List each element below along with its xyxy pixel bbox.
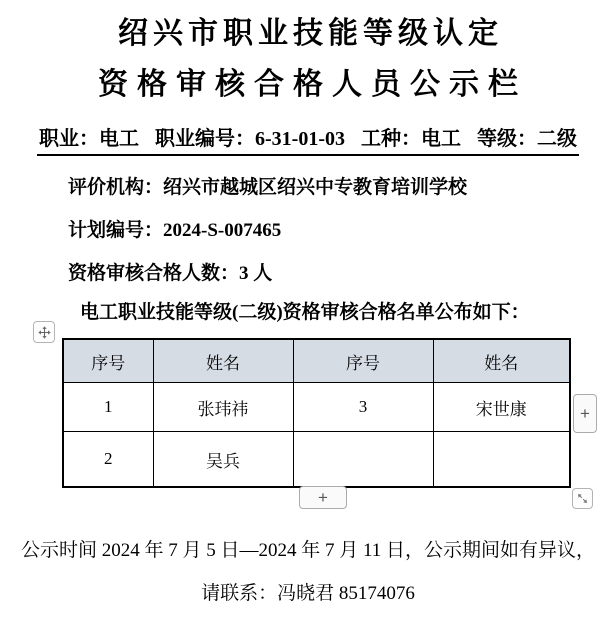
publicity-period-line: 公示时间 2024 年 7 月 5 日—2024 年 7 月 11 日，公示期间如有异议， bbox=[20, 540, 596, 561]
cell-name[interactable]: 宋世康 bbox=[433, 383, 570, 432]
cell-seq[interactable]: 3 bbox=[293, 383, 433, 432]
add-column-button[interactable]: + bbox=[573, 394, 597, 433]
level-value: 二级 bbox=[536, 128, 577, 150]
header-cell-seq-2[interactable]: 序号 bbox=[293, 339, 433, 383]
pass-count-line bbox=[68, 258, 272, 285]
occupation-value: 电工 bbox=[99, 128, 140, 150]
evaluator-label: 评价机构： bbox=[68, 177, 164, 198]
cell-name[interactable]: 吴兵 bbox=[153, 432, 293, 488]
level-label: 等级： bbox=[476, 128, 537, 150]
cell-seq-empty[interactable] bbox=[293, 432, 433, 488]
table-row bbox=[63, 432, 570, 488]
four-way-move-icon bbox=[38, 326, 51, 339]
table-header-row bbox=[63, 339, 570, 383]
table-move-handle[interactable] bbox=[33, 321, 55, 343]
header-cell-name-1[interactable]: 姓名 bbox=[153, 339, 293, 383]
page-title-line2: 资格审核合格人员公示栏 bbox=[98, 68, 527, 101]
diagonal-resize-icon bbox=[576, 492, 589, 505]
plan-code-line bbox=[68, 215, 281, 242]
add-row-button[interactable]: + bbox=[299, 486, 347, 509]
evaluator-value: 绍兴市越城区绍兴中专教育培训学校 bbox=[163, 177, 468, 198]
pass-count-label: 资格审核合格人数： bbox=[68, 263, 240, 284]
qualification-summary-line bbox=[37, 122, 579, 156]
header-cell-seq-1[interactable]: 序号 bbox=[63, 339, 153, 383]
occupation-label: 职业： bbox=[39, 128, 100, 150]
page-title-line1: 绍兴市职业技能等级认定 bbox=[118, 17, 503, 50]
occupation-code-value: 6-31-01-03 bbox=[255, 128, 345, 150]
cell-seq[interactable]: 2 bbox=[63, 432, 153, 488]
header-cell-name-2[interactable]: 姓名 bbox=[433, 339, 570, 383]
roster-intro-line: 电工职业技能等级(二级)资格审核合格名单公布如下： bbox=[80, 302, 530, 323]
pass-count-value: 3 人 bbox=[239, 263, 273, 284]
plan-code-value: 2024-S-007465 bbox=[163, 220, 282, 241]
table-row bbox=[63, 383, 570, 432]
table-resize-handle[interactable] bbox=[572, 488, 593, 509]
plan-code-label: 计划编号： bbox=[68, 220, 164, 241]
work-type-label: 工种： bbox=[360, 128, 421, 150]
roster-table bbox=[62, 338, 571, 488]
evaluator-line bbox=[68, 172, 467, 199]
occupation-code-label: 职业编号： bbox=[155, 128, 256, 150]
contact-line: 请联系：冯晓君 85174076 bbox=[201, 583, 415, 604]
cell-name-empty[interactable] bbox=[433, 432, 570, 488]
work-type-value: 电工 bbox=[420, 128, 461, 150]
cell-seq[interactable]: 1 bbox=[63, 383, 153, 432]
cell-name[interactable]: 张玮祎 bbox=[153, 383, 293, 432]
